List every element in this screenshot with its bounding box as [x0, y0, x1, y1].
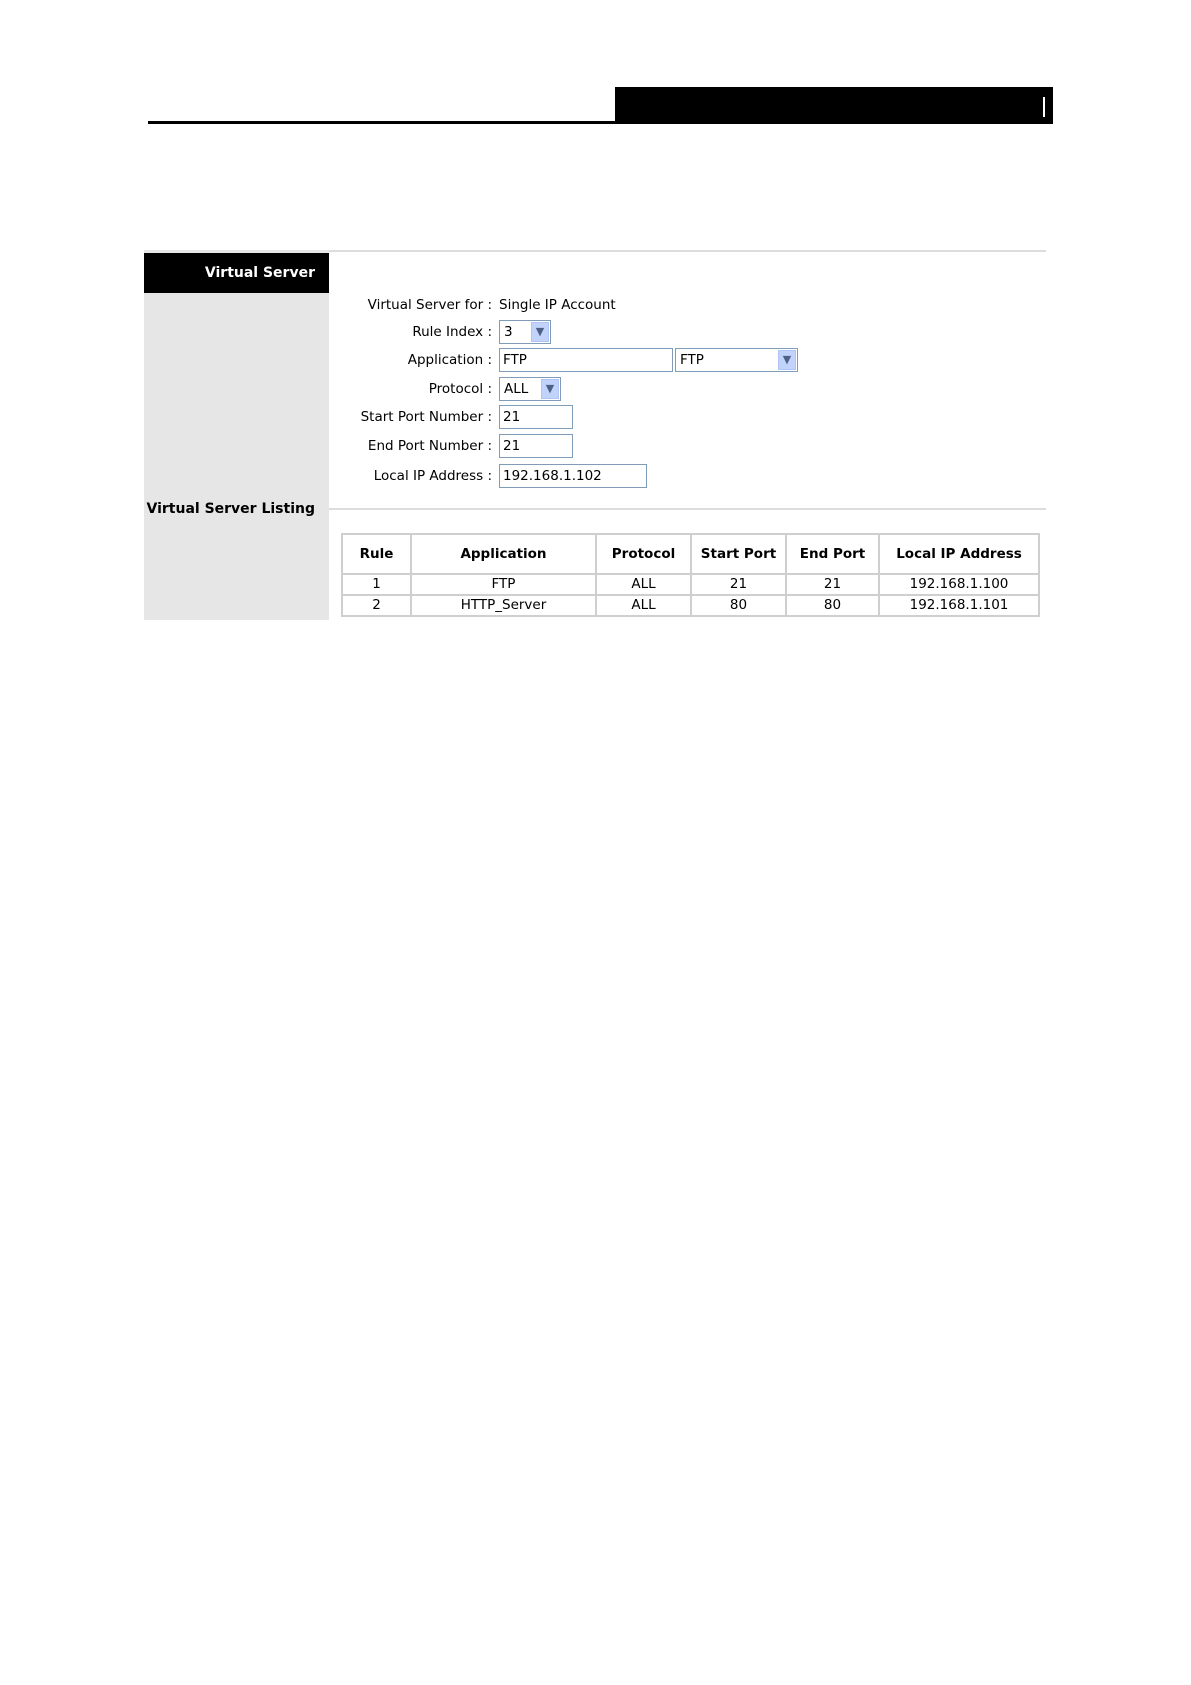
row-virtual-server-for — [329, 292, 616, 318]
application-select[interactable] — [675, 348, 798, 372]
cell-end-port: 80 — [786, 595, 879, 616]
cell-rule: 2 — [342, 595, 411, 616]
col-end-port: End Port — [786, 534, 879, 574]
protocol-select[interactable] — [499, 377, 561, 401]
local-ip-label: Local IP Address : — [373, 468, 492, 484]
row-end-port — [329, 433, 573, 459]
col-start-port: Start Port — [691, 534, 786, 574]
rule-index-value: 3 — [504, 324, 513, 340]
col-local-ip: Local IP Address — [879, 534, 1039, 574]
cell-rule: 1 — [342, 574, 411, 595]
listing-label: Virtual Server Listing — [146, 501, 315, 517]
protocol-label: Protocol : — [428, 381, 492, 397]
col-rule: Rule — [342, 534, 411, 574]
header-bar — [615, 87, 1053, 124]
start-port-label: Start Port Number : — [360, 409, 492, 425]
application-label: Application : — [407, 352, 492, 368]
cell-local-ip: 192.168.1.100 — [879, 574, 1039, 595]
end-port-input[interactable] — [499, 434, 573, 458]
table-header-row — [342, 534, 1039, 574]
cell-protocol: ALL — [596, 574, 691, 595]
cell-application: FTP — [411, 574, 596, 595]
col-protocol: Protocol — [596, 534, 691, 574]
rule-index-select[interactable] — [499, 320, 551, 344]
row-application — [329, 347, 798, 373]
row-rule-index — [329, 319, 551, 345]
chevron-down-icon[interactable]: ▼ — [778, 350, 796, 370]
sidebar — [144, 250, 329, 620]
cell-application: HTTP_Server — [411, 595, 596, 616]
sidebar-heading: Virtual Server — [144, 253, 329, 293]
cell-local-ip: 192.168.1.101 — [879, 595, 1039, 616]
end-port-label: End Port Number : — [367, 438, 492, 454]
chevron-down-icon[interactable]: ▼ — [531, 322, 549, 342]
table-row — [342, 595, 1039, 616]
local-ip-input[interactable] — [499, 464, 647, 488]
virtual-server-form — [329, 250, 1046, 510]
cell-end-port: 21 — [786, 574, 879, 595]
cell-start-port: 21 — [691, 574, 786, 595]
table-row — [342, 574, 1039, 595]
row-protocol — [329, 376, 561, 402]
row-local-ip — [329, 463, 647, 489]
virtual-server-listing-table — [341, 533, 1040, 617]
cell-protocol: ALL — [596, 595, 691, 616]
cell-start-port: 80 — [691, 595, 786, 616]
header-rule — [148, 121, 615, 124]
row-start-port — [329, 404, 573, 430]
chevron-down-icon[interactable]: ▼ — [541, 379, 559, 399]
col-application: Application — [411, 534, 596, 574]
protocol-value: ALL — [504, 381, 529, 397]
start-port-input[interactable] — [499, 405, 573, 429]
application-select-value: FTP — [680, 352, 704, 368]
virtual-server-for-label: Virtual Server for : — [367, 297, 492, 313]
rule-index-label: Rule Index : — [412, 324, 492, 340]
virtual-server-for-value: Single IP Account — [499, 297, 616, 313]
header-bar-tick — [1043, 97, 1045, 117]
application-input[interactable] — [499, 348, 673, 372]
